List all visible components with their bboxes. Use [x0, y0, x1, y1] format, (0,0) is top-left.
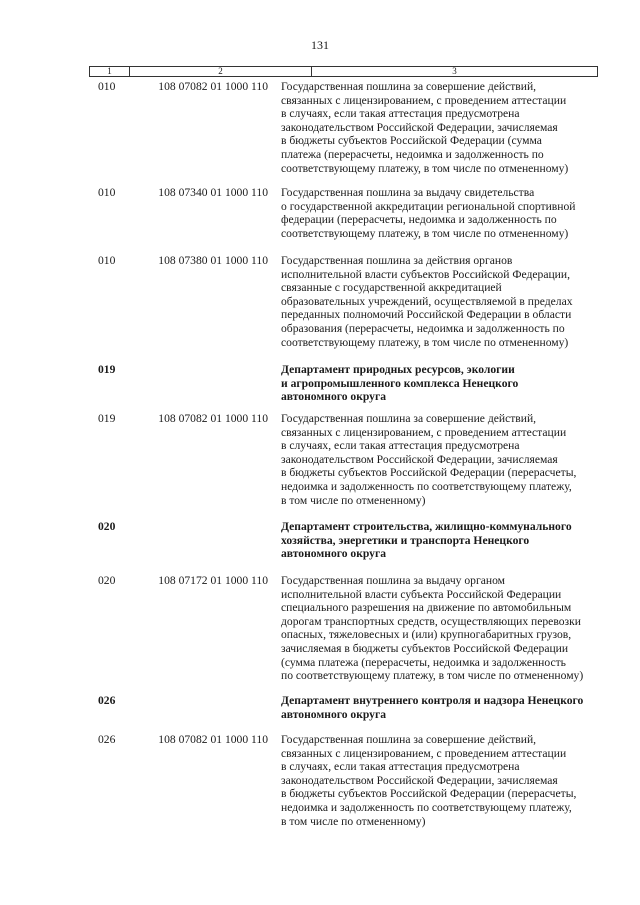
description-line: исполнительной власти субъекта Российской Федерации [281, 587, 562, 601]
description-line: (сумма платежа (перерасчеты, недоимка и задолженность [281, 655, 566, 669]
income-description [281, 254, 601, 349]
budget-classification-code: 108 07340 01 1000 110 [158, 186, 268, 199]
admin-code: 026 [98, 733, 116, 746]
description-line: в бюджеты субъектов Российской Федерации (перерасчеты, [281, 466, 577, 480]
admin-code: 020 [98, 520, 116, 533]
description-line: дорогам транспортных средств, осуществляющих перевозки [281, 614, 581, 628]
description-line: законодательством Российской Федерации, зачисляемая [281, 452, 558, 466]
description-line: Государственная пошлина за выдачу свидетельства [281, 186, 535, 199]
description-line: соответствующему платежу, в том числе по отмененному) [281, 226, 569, 240]
admin-code: 010 [98, 80, 116, 93]
description-line: соответствующему платежу, в том числе по отмененному) [281, 161, 569, 175]
description-line: автономного округа [281, 547, 387, 561]
description-line: платежа (перерасчеты, недоимка и задолженность по [281, 147, 544, 161]
description-line: по соответствующему платежу, в том числе по отмененному) [281, 669, 584, 683]
description-line: и агропромышленного комплекса Ненецкого [281, 376, 519, 390]
budget-classification-code: 108 07082 01 1000 110 [158, 733, 268, 746]
page-number: 131 [311, 38, 329, 52]
department-name [281, 520, 601, 561]
description-line: Департамент внутреннего контроля и надзора Ненецкого [281, 694, 584, 707]
description-line: опасных, тяжеловесных и (или) крупногабаритных грузов, [281, 628, 572, 642]
description-line: законодательством Российской Федерации, зачисляемая [281, 120, 558, 134]
budget-classification-code: 108 07082 01 1000 110 [158, 80, 268, 93]
header-col-2: 2 [130, 67, 312, 76]
description-line: в том числе по отмененному) [281, 814, 426, 828]
description-line: законодательством Российской Федерации, зачисляемая [281, 773, 558, 787]
description-line: Государственная пошлина за совершение действий, [281, 733, 537, 746]
budget-classification-code: 108 07172 01 1000 110 [158, 574, 268, 587]
income-description [281, 186, 601, 240]
description-line: недоимка и задолженность по соответствующему платежу, [281, 479, 572, 493]
description-line: в бюджеты субъектов Российской Федерации (сумма [281, 134, 542, 148]
description-line: автономного округа [281, 707, 387, 721]
admin-code: 026 [98, 694, 116, 707]
admin-code: 010 [98, 186, 116, 199]
department-name [281, 363, 601, 404]
description-line: в случаях, если такая аттестация предусмотрена [281, 107, 520, 121]
description-line: исполнительной власти субъектов Российской Федерации, [281, 267, 570, 281]
department-name [281, 694, 601, 721]
description-line: специального разрешения на движение по автомобильным [281, 601, 572, 615]
budget-classification-code: 108 07380 01 1000 110 [158, 254, 268, 267]
description-line: Государственная пошлина за выдачу органом [281, 574, 505, 587]
income-description [281, 80, 601, 175]
description-line: в бюджеты субъектов Российской Федерации (перерасчеты, [281, 787, 577, 801]
description-line: связанные с государственной аккредитацией [281, 281, 502, 295]
description-line: связанных с лицензированием, с проведением аттестации [281, 93, 567, 107]
description-line: в случаях, если такая аттестация предусмотрена [281, 760, 520, 774]
description-line: в случаях, если такая аттестация предусмотрена [281, 439, 520, 453]
description-line: образовательных учреждений, осуществляемой в пределах [281, 294, 573, 308]
income-description [281, 412, 601, 507]
description-line: соответствующему платежу, в том числе по отмененному) [281, 335, 569, 349]
description-line: в том числе по отмененному) [281, 493, 426, 507]
admin-code: 010 [98, 254, 116, 267]
budget-classification-code: 108 07082 01 1000 110 [158, 412, 268, 425]
description-line: недоимка и задолженность по соответствующему платежу, [281, 800, 572, 814]
description-line: Государственная пошлина за совершение действий, [281, 80, 537, 93]
description-line: Государственная пошлина за совершение действий, [281, 412, 537, 425]
description-line: зачисляемая в бюджеты субъектов Российской Федерации [281, 641, 569, 655]
income-description [281, 574, 601, 683]
admin-code: 019 [98, 412, 116, 425]
description-line: переданных полномочий Российской Федерации в области [281, 308, 572, 322]
admin-code: 019 [98, 363, 116, 376]
description-line: Государственная пошлина за действия органов [281, 254, 513, 267]
description-line: федерации (перерасчеты, недоимка и задолженность по [281, 213, 557, 227]
description-line: Департамент природных ресурсов, экологии [281, 363, 515, 376]
description-line: хозяйства, энергетики и транспорта Ненецкого [281, 533, 530, 547]
admin-code: 020 [98, 574, 116, 587]
description-line: Департамент строительства, жилищно-коммунального [281, 520, 572, 533]
header-col-1: 1 [90, 67, 130, 76]
description-line: связанных с лицензированием, с проведением аттестации [281, 746, 567, 760]
income-description [281, 733, 601, 828]
header-col-3: 3 [452, 66, 457, 76]
description-line: образования (перерасчеты, недоимка и задолженность по [281, 321, 565, 335]
description-line: связанных с лицензированием, с проведением аттестации [281, 425, 567, 439]
description-line: о государственной аккредитации региональной спортивной [281, 199, 576, 213]
description-line: автономного округа [281, 390, 387, 404]
